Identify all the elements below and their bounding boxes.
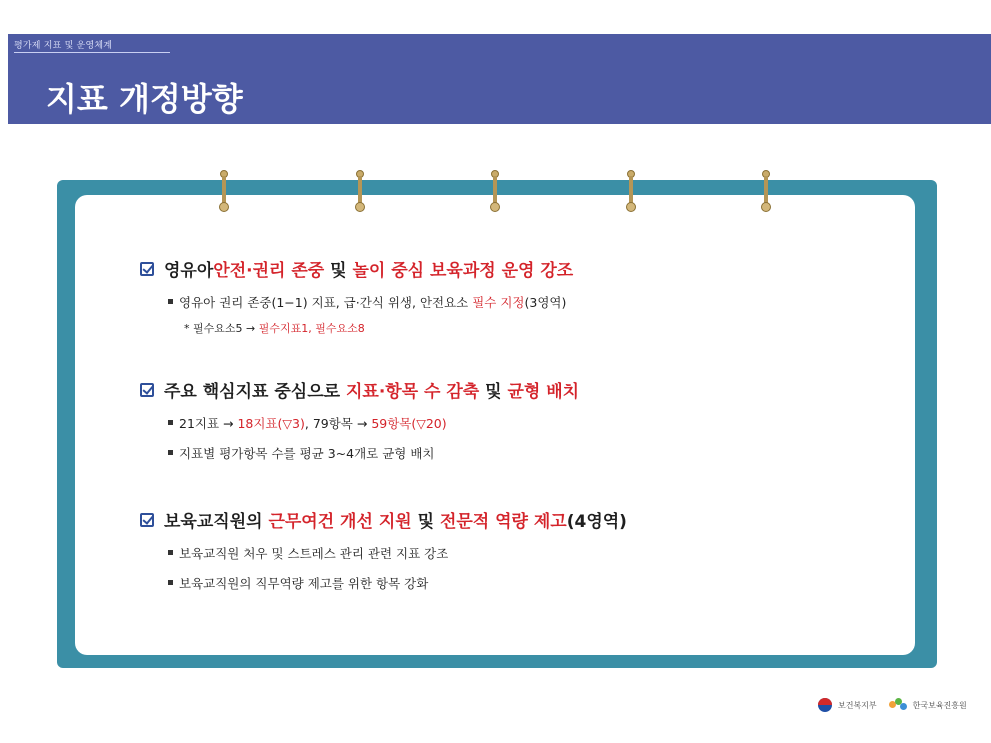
footer-logos	[818, 695, 967, 715]
list-item	[168, 414, 900, 432]
heading-part: 보육교직원의	[164, 512, 269, 532]
bullet-text: , 79항목 →	[304, 416, 372, 431]
list-item	[168, 544, 900, 562]
list-item	[168, 574, 900, 592]
binder-ring-icon	[761, 170, 771, 212]
heading-part: 주요 핵심지표 중심으로	[164, 382, 346, 402]
heading-highlight: 지표·항목 수 감축	[345, 382, 480, 402]
heading-part: 및	[324, 261, 353, 281]
note-text: * 필수요소5 →	[184, 322, 259, 335]
binder-ring-icon	[490, 170, 500, 212]
section-heading	[140, 377, 900, 402]
section-staff-support	[140, 507, 900, 592]
binder-ring-icon	[355, 170, 365, 212]
heading-part: 및	[411, 512, 440, 532]
institute-logo-text: 한국보육진흥원	[912, 700, 967, 710]
bullet-icon	[168, 450, 173, 455]
section-indicator-reduction	[140, 377, 900, 462]
footnote	[184, 320, 900, 336]
bullet-text: 영유아 권리 존중(1−1) 지표, 급·간식 위생, 안전요소	[179, 295, 473, 310]
slide-header	[8, 34, 991, 124]
ministry-emblem-icon	[818, 698, 832, 712]
breadcrumb-underline	[14, 52, 170, 53]
bullet-icon	[168, 580, 173, 585]
bullet-text: 지표별 평가항목 수를 평균 3~4개로 균형 배치	[179, 446, 435, 461]
bullet-highlight: 필수 지정	[472, 295, 525, 310]
checkbox-checked-icon	[140, 262, 154, 276]
bullet-text: 보육교직원의 직무역량 제고를 위한 항목 강화	[179, 576, 429, 591]
binder-ring-icon	[626, 170, 636, 212]
section-safety-rights	[140, 256, 900, 336]
list-item	[168, 293, 900, 311]
note-highlight: 필수지표1, 필수요소8	[258, 322, 365, 335]
section-heading	[140, 256, 900, 281]
page-title: 지표 개정방향	[46, 80, 243, 118]
heading-highlight: 균형 배치	[507, 382, 580, 402]
checkbox-checked-icon	[140, 383, 154, 397]
bullet-icon	[168, 550, 173, 555]
bullet-highlight: 18지표(▽3)	[237, 416, 305, 431]
heading-part: 영유아	[164, 261, 214, 281]
heading-part: 및	[479, 382, 508, 402]
checkbox-checked-icon	[140, 513, 154, 527]
breadcrumb: 평가제 지표 및 운영체계	[14, 41, 113, 51]
ministry-logo-text: 보건복지부	[838, 700, 877, 710]
section-heading	[140, 507, 900, 532]
heading-highlight: 놀이 중심 보육과정 운영 강조	[352, 261, 574, 281]
bullet-highlight: 59항목(▽20)	[371, 416, 447, 431]
bullet-text: 보육교직원 처우 및 스트레스 관리 관련 지표 강조	[179, 546, 449, 561]
heading-highlight: 근무여건 개선 지원	[268, 512, 412, 532]
heading-highlight: 안전·권리 존중	[213, 261, 325, 281]
bullet-icon	[168, 299, 173, 304]
heading-part: (4영역)	[566, 512, 627, 532]
bullet-text: (3영역)	[524, 295, 567, 310]
institute-logo-icon	[889, 698, 907, 712]
list-item	[168, 444, 900, 462]
bullet-text: 21지표 →	[179, 416, 238, 431]
binder-ring-icon	[219, 170, 229, 212]
heading-highlight: 전문적 역량 제고	[439, 512, 567, 532]
bullet-icon	[168, 420, 173, 425]
